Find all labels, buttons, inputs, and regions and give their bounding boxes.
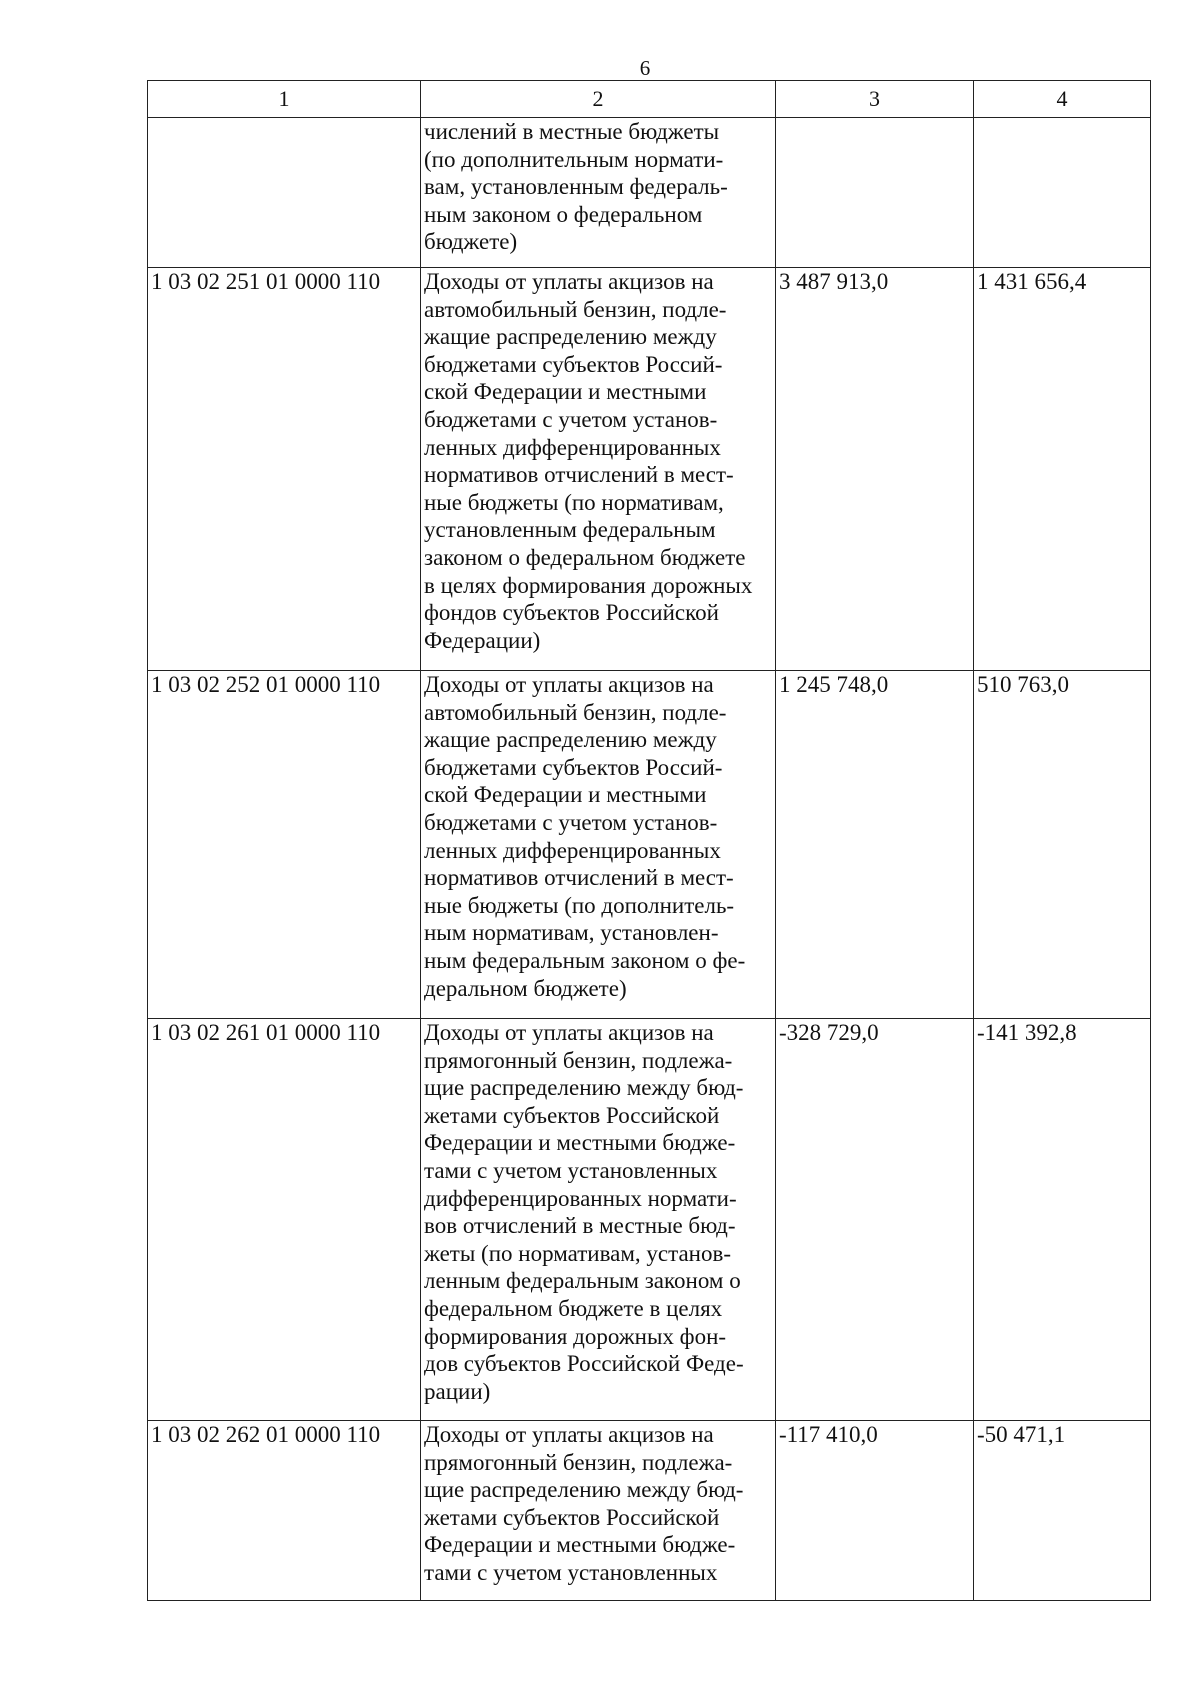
column-header: 1 xyxy=(148,81,421,118)
column-header: 2 xyxy=(421,81,776,118)
revenue-table xyxy=(147,80,1151,1601)
table-row xyxy=(148,1421,1151,1601)
value-cell-col4: 510 763,0 xyxy=(974,671,1151,1019)
description-cell: Доходы от уплаты акцизов на прямогонный бензин, подлежа- щие распределению между бюд- жетами субъектов Российской Федерации и местными бюдже- тами с учетом установленных xyxy=(421,1421,776,1601)
value-cell-col3: -328 729,0 xyxy=(776,1019,974,1421)
budget-code-cell: 1 03 02 252 01 0000 110 xyxy=(148,671,421,1019)
value-cell-col4: 1 431 656,4 xyxy=(974,268,1151,671)
description-cell: Доходы от уплаты акцизов на прямогонный бензин, подлежа- щие распределению между бюд- жетами субъектов Российской Федерации и местными бюдже- тами с учетом установленных дифференцированных нормати- вов отчислений в местные бюд- жеты (по нормативам, установ- ленным федеральным законом о федеральном бюджете в целях формирования дорожных фон- дов субъектов Российской Феде- рации) xyxy=(421,1019,776,1421)
table-row xyxy=(148,671,1151,1019)
value-cell-col3: 3 487 913,0 xyxy=(776,268,974,671)
description-cell: Доходы от уплаты акцизов на автомобильный бензин, подле- жащие распределению между бюджетами субъектов Россий- ской Федерации и местными бюджетами с учетом установ- ленных дифференцированных нормативов отчислений в мест- ные бюджеты (по нормативам, установленным федеральным законом о федеральном бюджете в целях формирования дорожных фондов субъектов Российской Федерации) xyxy=(421,268,776,671)
budget-code-cell: 1 03 02 261 01 0000 110 xyxy=(148,1019,421,1421)
description-cell: числений в местные бюджеты (по дополнительным нормати- вам, установленным федераль- ным законом о федеральном бюджете) xyxy=(421,118,776,268)
value-cell-col4: -50 471,1 xyxy=(974,1421,1151,1601)
value-cell-col3 xyxy=(776,118,974,268)
budget-code-cell: 1 03 02 262 01 0000 110 xyxy=(148,1421,421,1601)
page-number: 6 xyxy=(639,56,651,80)
table-row xyxy=(148,268,1151,671)
value-cell-col3: 1 245 748,0 xyxy=(776,671,974,1019)
value-cell-col4: -141 392,8 xyxy=(974,1019,1151,1421)
value-cell-col4 xyxy=(974,118,1151,268)
column-header: 4 xyxy=(974,81,1151,118)
budget-code-cell xyxy=(148,118,421,268)
table-row xyxy=(148,118,1151,268)
budget-code-cell: 1 03 02 251 01 0000 110 xyxy=(148,268,421,671)
description-cell: Доходы от уплаты акцизов на автомобильный бензин, подле- жащие распределению между бюджетами субъектов Россий- ской Федерации и местными бюджетами с учетом установ- ленных дифференцированных нормативов отчислений в мест- ные бюджеты (по дополнитель- ным нормативам, установлен- ным федеральным законом о фе- деральном бюджете) xyxy=(421,671,776,1019)
table-header-row xyxy=(148,81,1151,118)
value-cell-col3: -117 410,0 xyxy=(776,1421,974,1601)
column-header: 3 xyxy=(776,81,974,118)
table-row xyxy=(148,1019,1151,1421)
